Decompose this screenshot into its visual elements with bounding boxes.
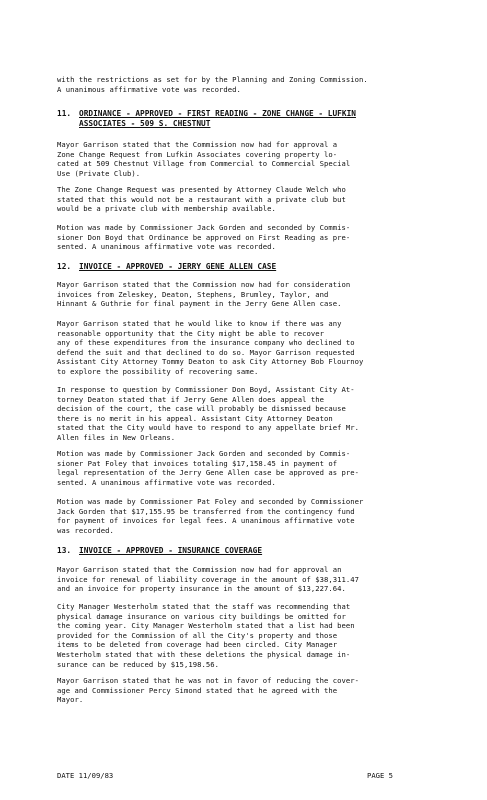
- item-12-paragraph-2: Mayor Garrison stated that he would like to know if there was any reasonable opportunity that the City might be able to recover any of these expenditures from the insurance company who declined to defend the suit and that declined to do so. Mayor Garrison requested Assistant City Attorney Tommy Deaton to ask City Attorney Bob Flournoy to explore the possibility of recovering same.: [57, 319, 364, 376]
- item-12-paragraph-1: Mayor Garrison stated that the Commission now had for consideration invoices from Zeleskey, Deaton, Stephens, Brumley, Taylor, and Hinnant & Guthrie for final payment in the Jerry Gene Allen case.: [57, 280, 351, 309]
- item-12-paragraph-5: Motion was made by Commissioner Pat Foley and seconded by Commissioner Jack Gorden that $17,155.95 be transferred from the contingency fund for payment of invoices for legal fees. A unanimous affirmative vote was recorded.: [57, 497, 364, 535]
- item-12-number: 12.: [57, 262, 72, 271]
- intro-paragraph: with the restrictions as set for by the Planning and Zoning Commission. A unanimous affirmative vote was recorded.: [57, 75, 368, 94]
- item-11-paragraph-1: Mayor Garrison stated that the Commission now had for approval a Zone Change Request from Lufkin Associates covering property lo- cated at 509 Chestnut Village from Commercial to Commercial Special Use (Private Club).: [57, 140, 351, 178]
- item-11-title: ORDINANCE - APPROVED - FIRST READING - ZONE CHANGE - LUFKIN: [79, 109, 356, 118]
- item-12-title: INVOICE - APPROVED - JERRY GENE ALLEN CASE: [79, 262, 277, 271]
- item-11-title-continued: ASSOCIATES - 509 S. CHESTNUT: [79, 119, 211, 128]
- footer-page-number: PAGE 5: [367, 771, 393, 780]
- item-13-heading: [57, 546, 457, 556]
- item-12-heading: [57, 262, 457, 272]
- item-12-paragraph-3: In response to question by Commissioner Don Boyd, Assistant City At- torney Deaton stated that if Jerry Gene Allen does appeal the decision of the court, the case will probably be dismissed because there is no merit in his appeal. Assistant City Attorney Deaton stated that the City would have to respond to any appellate brief Mr. Allen files in New Orleans.: [57, 385, 360, 442]
- item-11-paragraph-3: Motion was made by Commissioner Jack Gorden and seconded by Commis- sioner Don Boyd that Ordinance be approved on First Reading as pre- sented. A unanimous affirmative vote was recorded.: [57, 223, 351, 252]
- item-13-number: 13.: [57, 546, 72, 555]
- item-13-paragraph-3: Mayor Garrison stated that he was not in favor of reducing the cover- age and Commissioner Percy Simond stated that he agreed with the Mayor.: [57, 676, 360, 705]
- item-12-paragraph-4: Motion was made by Commissioner Jack Gorden and seconded by Commis- sioner Pat Foley that invoices totaling $17,158.45 in payment of legal representation of the Jerry Gene Allen case be approved as pre- sented. A unanimous affirmative vote was recorded.: [57, 449, 360, 487]
- item-11-heading: [57, 109, 457, 119]
- footer-date: DATE 11/09/83: [57, 771, 114, 780]
- item-13-paragraph-1: Mayor Garrison stated that the Commission now had for approval an invoice for renewal of liability coverage in the amount of $38,311.47 and an invoice for property insurance in the amount of $13,227.64.: [57, 565, 360, 594]
- item-11-number: 11.: [57, 109, 72, 118]
- item-13-title: INVOICE - APPROVED - INSURANCE COVERAGE: [79, 546, 263, 555]
- item-13-paragraph-2: City Manager Westerholm stated that the staff was recommending that physical damage insurance on various city buildings be omitted for the coming year. City Manager Westerholm stated that a list had been provided for the Commission of all the City's property and those items to be deleted from coverage had been circled. City Manager Westerholm stated that with these deletions the physical damage in- surance can be reduced by $15,198.56.: [57, 602, 355, 669]
- item-11-paragraph-2: The Zone Change Request was presented by Attorney Claude Welch who stated that this would not be a restaurant with a private club but would be a private club with membership available.: [57, 185, 346, 214]
